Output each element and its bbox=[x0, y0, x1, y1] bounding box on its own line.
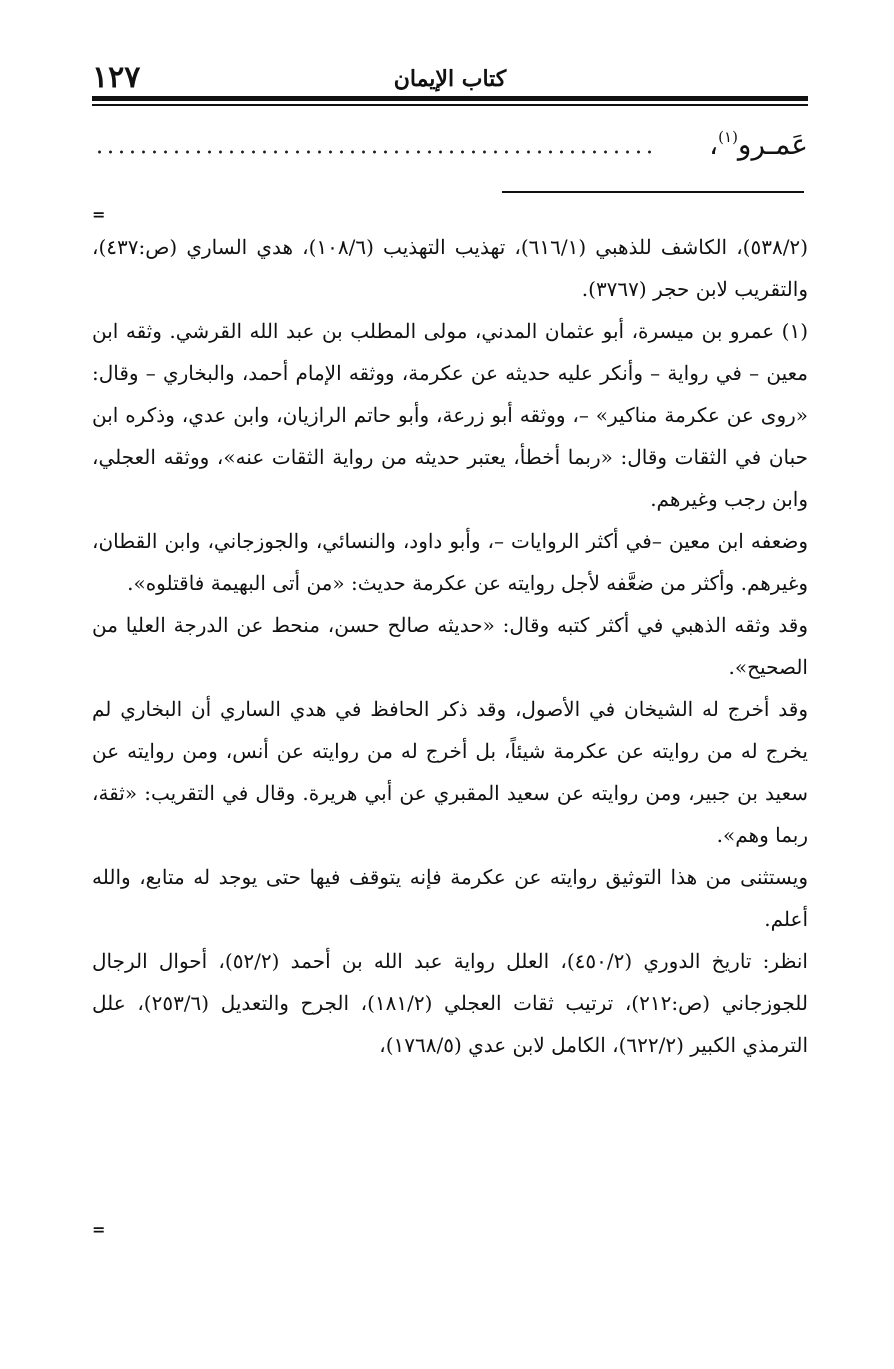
main-comma: ، bbox=[709, 128, 719, 161]
continuation-mark-top: = bbox=[92, 205, 106, 224]
footnote-1-para-1 bbox=[92, 310, 808, 520]
footnote-1-marker: (١) bbox=[781, 319, 808, 343]
footnote-separator bbox=[502, 191, 804, 193]
main-word: عَمـرو bbox=[737, 128, 808, 161]
footnote-1-text: عمرو بن ميسرة، أبو عثمان المدني، مولى المطلب بن عبد الله القرشي. وثقه ابن معين – في رواية – وأنكر عليه حديثه عن عكرمة، ووثقه الإمام أحمد، والبخاري – وقال: «روى عن عكرمة مناكير» –، ووثقه أبو زرعة، وأبو حاتم الرازيان، وابن عدي، وذكره ابن حبان في الثقات وقال: «ربما أخطأ، يعتبر حديثه من رواية الثقات عنه»، ووثقه العجلي، وابن رجب وغيرهم. bbox=[92, 319, 808, 511]
header-rule-thin bbox=[92, 104, 808, 106]
footnote-1-para-6: انظر: تاريخ الدوري (٤٥٠/٢)، العلل رواية عبد الله بن أحمد (٥٢/٢)، أحوال الرجال للجوزجاني (ص:٢١٢)، ترتيب ثقات العجلي (١٨١/٢)، الجرح والتعديل (٢٥٣/٦)، علل الترمذي الكبير (٦٢٢/٢)، الكامل لابن عدي (١٧٦٨/٥)، bbox=[92, 949, 809, 1057]
footnote-reference[interactable]: (١) bbox=[718, 128, 738, 146]
main-word-group bbox=[709, 128, 808, 161]
continuation-mark-bottom: = bbox=[92, 1220, 106, 1239]
main-text-line bbox=[92, 128, 808, 176]
page-header bbox=[92, 58, 808, 98]
running-title: كتاب الإيمان bbox=[393, 66, 507, 92]
header-rule-thick bbox=[92, 96, 808, 101]
dotted-leader bbox=[94, 150, 659, 154]
footnotes-block bbox=[92, 226, 808, 1066]
footnote-1-para-4: وقد أخرج له الشيخان في الأصول، وقد ذكر الحافظ في هدي الساري أن البخاري لم يخرج له من روايته عن عكرمة شيئاً، بل أخرج له من روايته عن أنس، ومن روايته عن سعيد بن جبير، ومن روايته عن سعيد المقبري عن أبي هريرة. وقال في التقريب: «ثقة، ربما وهم». bbox=[92, 697, 808, 847]
footnote-continuation: (٥٣٨/٢)، الكاشف للذهبي (٦١٦/١)، تهذيب التهذيب (١٠٨/٦)، هدي الساري (ص:٤٣٧)، والتقريب لابن حجر (٣٧٦٧). bbox=[92, 235, 808, 301]
page-number: ١٢٧ bbox=[92, 60, 141, 95]
footnote-1-para-3: وقد وثقه الذهبي في أكثر كتبه وقال: «حديثه صالح حسن، منحط عن الدرجة العليا من الصحيح». bbox=[92, 613, 808, 679]
footnote-1-para-2: وضعفه ابن معين –في أكثر الروايات –، وأبو داود، والنسائي، والجوزجاني، وابن القطان، وغيرهم. وأكثر من ضعَّفه لأجل روايته عن عكرمة حديث: «من أتى البهيمة فاقتلوه». bbox=[92, 529, 808, 595]
footnote-1-para-5: ويستثنى من هذا التوثيق روايته عن عكرمة فإنه يتوقف فيها حتى يوجد له متابع، والله أعلم. bbox=[92, 865, 808, 931]
